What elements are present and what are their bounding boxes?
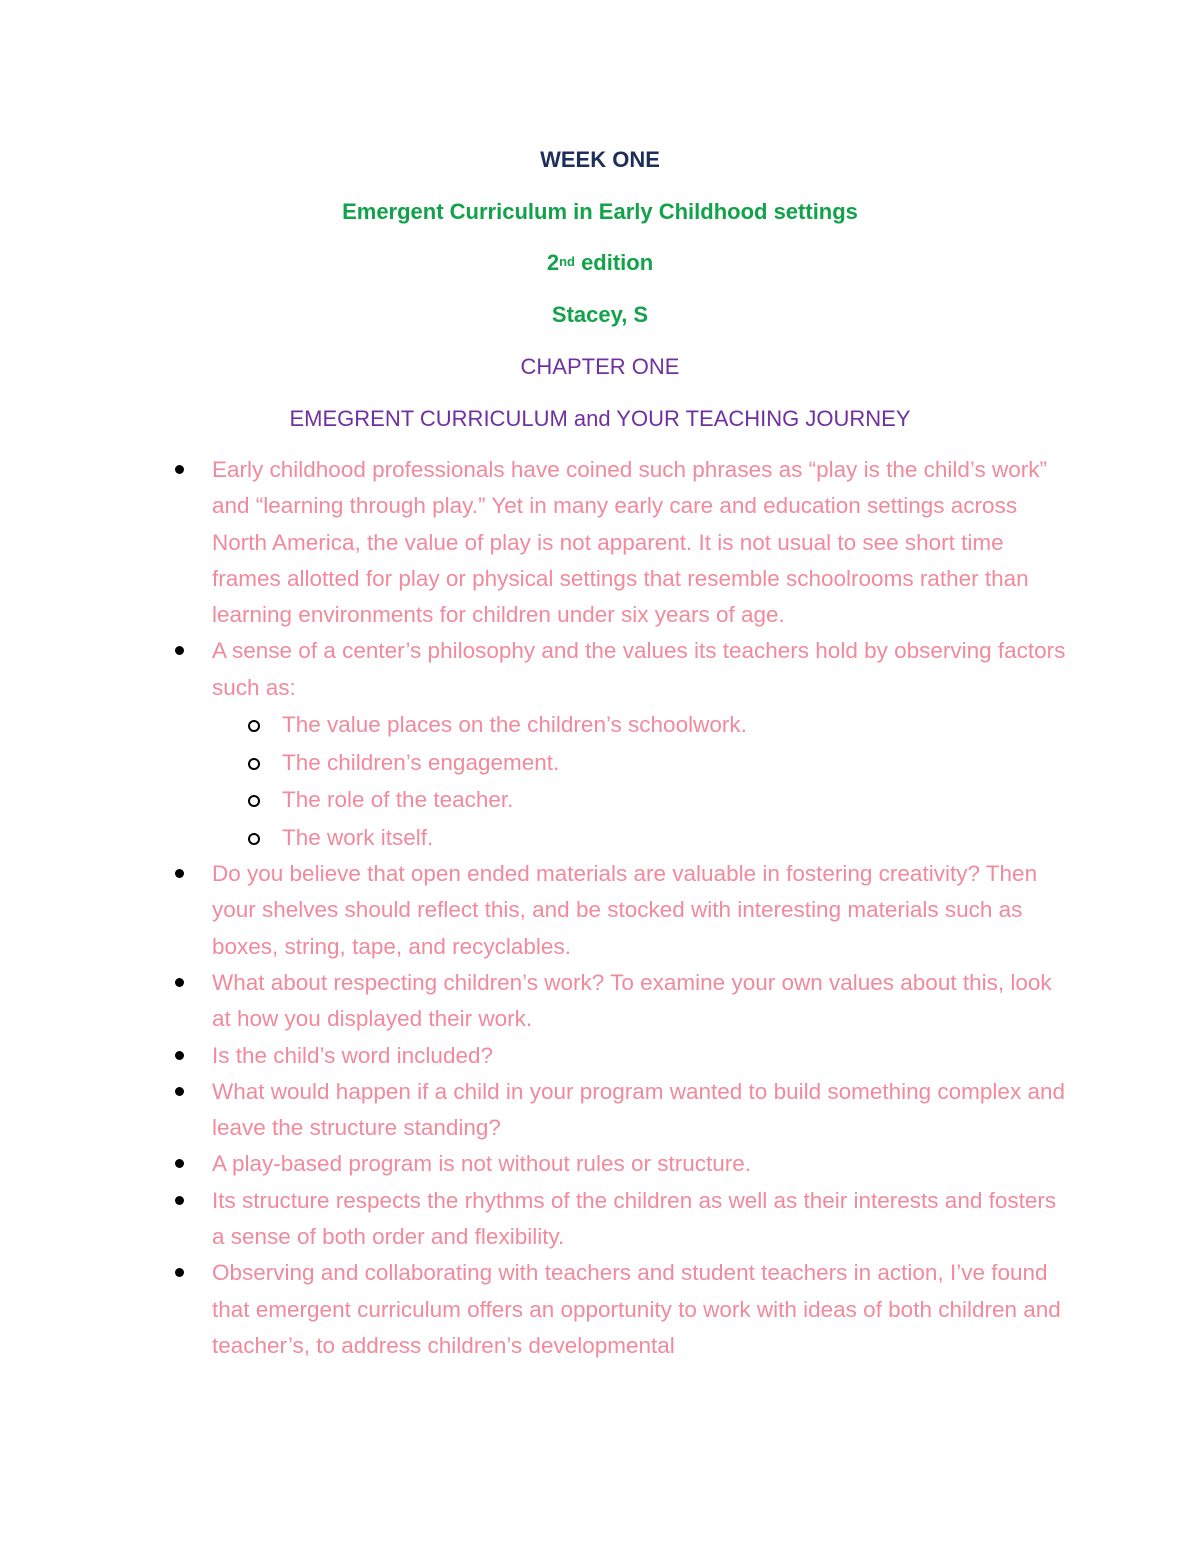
bullet-item [212,1074,1072,1147]
bullet-dot-icon [175,1268,184,1277]
edition-number: 2 [546,250,560,275]
bullet-circle-icon [248,795,260,807]
bullet-text: Early childhood professionals have coined such phrases as “play is the child’s work” and “learning through play.” Yet in many early care and education settings across North America, the value of play is not apparent. It is not usual to see short time frames allotted for play or physical settings that resemble schoolrooms rather than learning environments for children under six years of age. [212,457,1048,628]
sub-bullet-item [212,744,1072,782]
author: Stacey, S [551,302,649,327]
bullet-dot-icon [175,1087,184,1096]
bullet-list [212,452,1072,1364]
bullet-text: What about respecting children’s work? To examine your own values about this, look at how you displayed their work. [212,969,1052,1032]
bullet-dot-icon [175,869,184,878]
sub-bullet-item [212,706,1072,744]
sub-bullet-item [212,819,1072,857]
sub-bullet-text: The value places on the children’s schoolwork. [282,712,747,738]
bullet-circle-icon [248,720,260,732]
bullet-item [212,633,1072,856]
bullet-dot-icon [175,646,184,655]
sub-bullet-text: The role of the teacher. [282,787,514,813]
bullet-item [212,1255,1072,1364]
chapter-title: EMEGRENT CURRICULUM and YOUR TEACHING JOURNEY [289,406,911,431]
bullet-dot-icon [175,465,184,474]
bullet-circle-icon [248,758,260,770]
bullet-dot-icon [175,978,184,987]
bullet-item [212,1146,1072,1182]
book-title: Emergent Curriculum in Early Childhood settings [342,199,858,224]
bullet-dot-icon [175,1159,184,1168]
sub-bullet-list [212,706,1072,856]
bullet-text: Observing and collaborating with teachers and student teachers in action, I’ve found that emergent curriculum offers an opportunity to work with ideas of both children and teacher’s, to address children’s developmental [212,1260,1061,1358]
bullet-dot-icon [175,1051,184,1060]
bullet-item [212,1183,1072,1256]
bullet-circle-icon [248,833,260,845]
bullet-text: Its structure respects the rhythms of the children as well as their interests and fosters a sense of both order and flexibility. [212,1187,1057,1250]
bullet-text: Is the child’s word included? [212,1042,493,1068]
chapter-heading: CHAPTER ONE [520,354,680,379]
sub-bullet-text: The children’s engagement. [282,749,560,775]
bullet-text: Do you believe that open ended materials are valuable in fostering creativity? Then your shelves should reflect this, and be stocked with interesting materials such as boxes, string, tape, and recyclables. [212,861,1038,959]
week-heading: WEEK ONE [540,147,660,172]
bullet-text: A sense of a center’s philosophy and the values its teachers hold by observing factors such as: [212,638,1066,700]
edition-line [0,248,1200,278]
bullet-dot-icon [175,1196,184,1205]
sub-bullet-item [212,781,1072,819]
bullet-text: What would happen if a child in your program wanted to build something complex and leave the structure standing? [212,1078,1065,1141]
bullet-item [212,965,1072,1038]
bullet-text: A play-based program is not without rules or structure. [212,1151,752,1177]
bullet-item [212,856,1072,965]
edition-word: edition [574,250,654,275]
bullet-item [212,452,1072,633]
bullet-item [212,1038,1072,1074]
edition-ordinal-suffix: nd [559,254,575,269]
sub-bullet-text: The work itself. [282,824,434,850]
